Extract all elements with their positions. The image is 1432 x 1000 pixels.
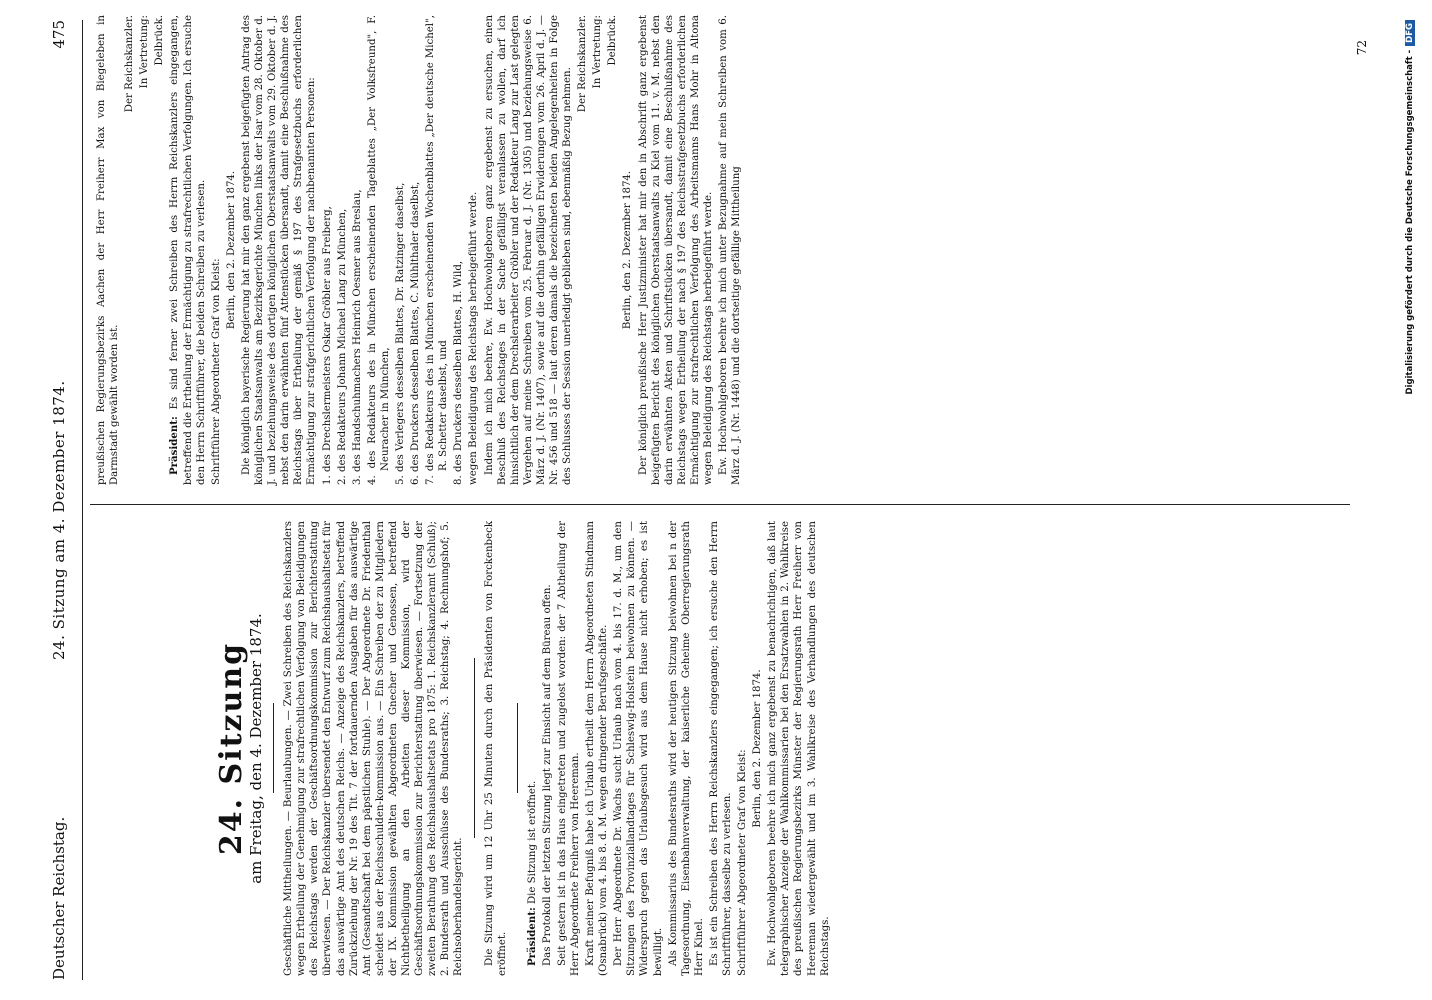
paragraph: Es ist ein Schreiben des Herrn Reichskanzlers eingegangen; ich ersuche den Herrn Schriftführer, dasselbe zu verlesen.	[708, 521, 733, 976]
list-item: 7. des Redakteurs des in München erscheinenden Wochenblattes „Der deutsche Michel", R. Schetter daselbst, und	[425, 15, 450, 485]
paragraph-text: Die Sitzung ist eröffnet.	[526, 780, 538, 905]
letter-date: Berlin, den 2. Dezember 1874.	[752, 669, 764, 828]
signature: Der Reichskanzler.	[577, 15, 589, 113]
continued-text: preußischen Regierungsbezirks Aachen der Herr Freiherr Max von Biegeleben in Darmstadt gewählt worden ist.	[96, 15, 121, 485]
opening-line: Die Sitzung wird um 12 Uhr 25 Minuten durch den Präsidenten von Forckenbeck eröffnet.	[483, 521, 508, 976]
separator	[517, 704, 518, 794]
paragraph: Kraft meiner Befugniß habe ich Urlaub ertheilt dem Herrn Abgeordneten Stindmann (Osnabrück) vom 4. bis 8. d. M. wegen dringender Berufsgeschäfte.	[585, 521, 610, 976]
paragraph: Als Kommissarius des Bundesraths wird der heutigen Sitzung beiwohnen bei n der Tagesordnung, Eisenbahnverwaltung, der kaiserliche Geheime Oberregierungsrath Herr Kinel.	[667, 521, 705, 976]
header-page-number: 475	[50, 20, 68, 49]
signature: Delbrück.	[607, 15, 619, 66]
column-rule	[90, 504, 1350, 505]
letter-text: Ew. Hochwohlgeboren beehre ich mich ganz ergebenst zu benachrichtigen, daß laut telegraphischer Anzeige der Wahlkommissarien bei den Ersatzwahlen in 2. Wahlkreise des preußischen Regierungsbezirks Münster der Regierungsrath Herr Freiherr von Heereman wiedergewählt und im 3. Wahlkreise des Verhandlungen des deutschen Reichstags.	[767, 521, 831, 976]
separator	[273, 704, 274, 794]
letter-date: Berlin, den 2. Dezember 1874.	[225, 170, 237, 330]
signature: In Vertretung:	[592, 15, 604, 89]
header-rule	[82, 20, 83, 980]
paragraph	[526, 521, 539, 976]
left-column	[95, 521, 834, 976]
list-item: 6. des Druckers desselben Blattes, C. Mühlthaler daselbst,	[410, 181, 422, 485]
letter-text: Der königlich preußische Herr Justizminister hat mir den in Abschrift ganz ergebenst beigefügten Bericht des königlichen Oberstaatsanwalts zu Kiel vom 11. v. M. nebst den darin erwähnten Akten und Schriftstücken übersandt, damit eine Beschlußnahme des Reichstags wegen Ertheilung der nach § 197 des Reichsstrafgesetzbuchs erforderlichen Ermächtigung zur strafrechtlichen Verfolgung des Arbeitsmanns Hans Mohr in Altona wegen Beleidigung des Reichstags herbeigeführt werde.	[637, 15, 715, 485]
speaker: Präsident:	[168, 416, 181, 475]
signature: Der Reichskanzler.	[124, 15, 136, 113]
header-center: 24. Sitzung am 4. Dezember 1874.	[50, 380, 68, 660]
paragraph: Der Herr Abgeordnete Dr. Wachs sucht Urlaub nach vom 4. bis 17. d. M., um den Sitzungen des Provinziallandtages für Schleswig-Holstein beiwohnen zu können. — Widerspruch gegen das Urlaubsgesuch wird aus dem Hause nicht erhoben; es ist bewilligt.	[613, 521, 664, 976]
list-item: 3. des Handschuhmachers Heinrich Oesmer aus Breslau,	[351, 189, 363, 485]
signature: In Vertretung:	[139, 15, 151, 89]
paragraph-text: Es sind ferner zwei Schreiben des Herrn Reichskanzlers eingegangen, betreffend die Ertheilung der Ermächtigung zu strafrechtlichen Verfolgungen. Ich ersuche den Herrn Schriftführer, die beiden Schreiben zu verlesen.	[169, 15, 207, 485]
list-item: 2. des Redakteurs Johann Michael Lang zu München,	[336, 208, 348, 485]
paragraph: Seit gestern ist in das Haus eingetreten und zugelost worden: der 7 Abtheilung der Herr Abgeordnete Freiherr von Heereman.	[556, 521, 581, 976]
letter-text: wegen Beleidigung des Reichstags herbeigeführt werde.	[468, 191, 480, 485]
clerk-line: Schriftführer Abgeordneter Graf von Kleist:	[737, 749, 749, 976]
speaker: Präsident:	[525, 907, 538, 966]
list-item: 5. des Verlegers desselben Blattes, Dr. Ratzinger daselbst,	[394, 182, 406, 485]
digitization-footer	[1405, 20, 1415, 980]
paragraph: Das Protokoll der letzten Sitzung liegt zur Einsicht auf dem Büreau offen.	[541, 584, 553, 966]
session-title: 24. Sitzung	[214, 641, 249, 856]
paragraph	[168, 15, 207, 485]
header-left: Deutscher Reichstag.	[50, 816, 68, 980]
letter-text: Die königlich bayerische Regierung hat mir den ganz ergebenst beigefügten Antrag des königlichen Staatsanwalts am Bezirksgerichte München links der Isar vom 28. Oktober d. J. und beziehungsweise des dortigen königlichen Oberstaatsanwalts vom 29. Oktober d. J. nebst den darin erwähnten fünf Attenstücken übersandt, damit eine Beschlußnahme des Reichstags über Ertheilung der gemäß § 197 des Strafgesetzbuchs erforderlichen Ermächtigung zur strafgerichtlichen Verfolgung der nachbenannten Personen:	[240, 15, 318, 485]
letter-text: Ew. Hochwohlgeboren beehre ich mich unter Bezugnahme auf mein Schreiben vom 6. März d. J. (Nr. 1448) und die dortseitige gefällige Mittheilung	[718, 15, 743, 485]
signature-number: 72	[1355, 40, 1369, 56]
separator	[474, 659, 475, 839]
right-column	[95, 15, 745, 485]
footer-text: Digitalisierung gefördert durch die Deutsche Forschungsgemeinschaft -	[1405, 49, 1415, 395]
letter-text: Indem ich mich beehre, Ew. Hochwohlgeboren ganz ergebenst zu ersuchen, einen Beschluß des Reichstages in der Sache gefälligst veranlassen zu wollen, darf ich hinsichtlich der dem Drechslerarbeiter Gröbler und der Redakteur Lang zur Last gelegten Vergehen auf meine Schreiben vom 25. Februar d. J. (Nr. 1305) und beziehungsweise 6. März d. J. (Nr. 1407), sowie auf die dorthin gefälligen Erwiderungen vom 26. April d. J. — Nr. 456 und 518 — laut deren damals die bezeichneten beiden Angelegenheiten in Folge des Schlusses der Session unerledigt geblieben sind, ebenmäßig Bezug nehmen.	[483, 15, 574, 485]
running-header	[50, 20, 80, 980]
clerk-line: Schriftführer Abgeordneter Graf von Kleist:	[210, 258, 222, 485]
table-of-contents: Geschäftliche Mittheilungen. — Beurlaubungen. — Zwei Schreiben des Reichskanzlers wegen Ertheilung der Genehmigung zur strafrechtlichen Verfolgung von Beleidigungen des Reichstags werden der Geschäftsordnungskommission zur Berichterstattung überwiesen. — Der Reichskanzler übersendet den Entwurf zum Reichshaushaltsetat für das auswärtige Amt des deutschen Reichs. — Anzeige des Reichskanzlers, betreffend Zurückziehung der Nr. 19 des Tit. 7 der fortdauernden Ausgaben für das auswärtige Amt (Gesandtschaft bei dem päpstlichen Stuhle). — Der Abgeordnete Dr. Friedenthal scheidet aus der Reichsschulden-kommission aus. — Ein Schreiben der zu Mitgliedern der IX. Kommission gewählten Abgeordneten Gnecher und Genossen, betreffend Nichtbetheiligung an den Arbeiten dieser Kommission, wird der Geschäftsordnungskommission zur Berichterstattung überwiesen. — Fortsetzung der zweiten Berathung des Reichshaushaltsetats pro 1875: 1. Reichskanzleramt (Schluß); 2. Bundesrath und Ausschüsse des Bundesraths; 3. Reichstag; 4. Rechnungshof; 5. Reichsoberhandelsgericht.	[283, 521, 465, 976]
list-item: 1. des Drechslermeisters Oskar Gröbler aus Freiberg,	[321, 206, 333, 485]
list-item: 4. des Redakteurs des in München erscheinenden Tageblattes „Der Volksfreund", F. Neuracher in München,	[366, 15, 391, 485]
dfg-logo: DFG	[1405, 20, 1415, 46]
list-item: 8. des Druckers desselben Blattes, H. Wild,	[453, 260, 465, 485]
signature: Delbrück.	[154, 15, 166, 66]
session-date: am Freitag, den 4. Dezember 1874.	[247, 613, 266, 884]
letter-date: Berlin, den 2. Dezember 1874.	[622, 170, 634, 330]
